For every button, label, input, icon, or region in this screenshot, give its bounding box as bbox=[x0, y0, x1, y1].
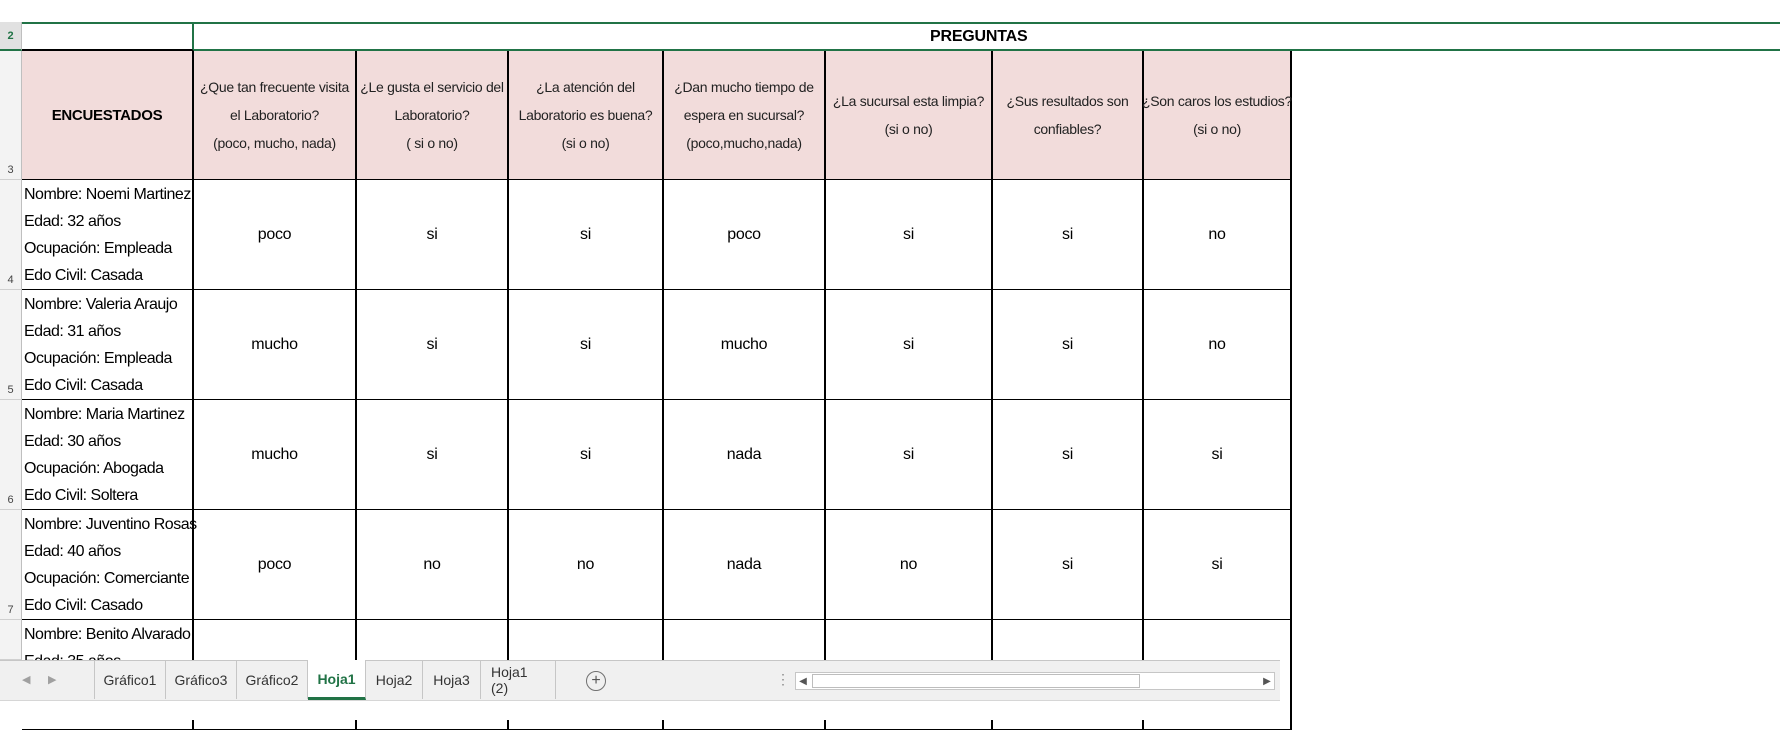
question-line: confiables? bbox=[1033, 121, 1102, 137]
answer-cell[interactable]: mucho bbox=[194, 290, 357, 400]
respondent-line: Ocupación: Abogada bbox=[24, 460, 164, 477]
question-header[interactable] bbox=[826, 51, 993, 180]
row-header[interactable]: 3 bbox=[0, 51, 22, 180]
respondent-cell[interactable] bbox=[22, 290, 194, 400]
question-line: ¿La sucursal esta limpia? bbox=[832, 93, 985, 109]
respondent-line: Ocupación: Comerciante bbox=[24, 570, 190, 587]
respondent-line: Nombre: Benito Alvarado bbox=[24, 626, 191, 643]
answer-cell[interactable]: si bbox=[357, 400, 509, 510]
horizontal-scrollbar[interactable] bbox=[795, 672, 1275, 690]
answer-cell[interactable]: si bbox=[993, 180, 1144, 290]
row-header-top bbox=[0, 0, 22, 22]
sheet-tab[interactable]: Hoja1 bbox=[308, 660, 366, 700]
answer-cell[interactable]: no bbox=[1144, 290, 1292, 400]
question-line: ¿Son caros los estudios? bbox=[1142, 93, 1292, 109]
answer-cell[interactable]: si bbox=[509, 290, 664, 400]
answer-cell[interactable]: no bbox=[357, 510, 509, 620]
question-line: el Laboratorio? bbox=[230, 107, 319, 123]
prev-arrow-icon[interactable]: ◀ bbox=[22, 674, 31, 686]
respondent-cell[interactable] bbox=[22, 510, 197, 620]
answer-cell[interactable]: mucho bbox=[664, 290, 826, 400]
row-header[interactable] bbox=[0, 620, 22, 660]
question-header[interactable] bbox=[194, 51, 357, 180]
question-header[interactable] bbox=[993, 51, 1144, 180]
question-line: (si o no) bbox=[884, 121, 933, 137]
sheet-tab[interactable]: Gráfico2 bbox=[237, 661, 308, 699]
answer-cell[interactable]: si bbox=[509, 400, 664, 510]
answer-cell[interactable]: nada bbox=[664, 400, 826, 510]
answer-cell[interactable]: si bbox=[357, 180, 509, 290]
respondent-line: Nombre: Juventino Rosas bbox=[24, 516, 197, 533]
answer-cell[interactable]: si bbox=[826, 290, 993, 400]
respondent-line: Edo Civil: Casada bbox=[24, 267, 143, 284]
sheet-tab[interactable]: Gráfico3 bbox=[166, 661, 237, 699]
respondent-line: Ocupación: Empleada bbox=[24, 240, 172, 257]
question-line: ¿Le gusta el servicio del bbox=[360, 79, 504, 95]
question-line: ¿La atención del bbox=[536, 79, 635, 95]
question-line: Laboratorio? bbox=[394, 107, 470, 123]
question-line: (poco,mucho,nada) bbox=[686, 135, 802, 151]
answer-cell[interactable]: si bbox=[993, 290, 1144, 400]
respondent-line: Edo Civil: Casada bbox=[24, 377, 143, 394]
answer-cell[interactable]: poco bbox=[194, 510, 357, 620]
respondent-line: Edad: 40 años bbox=[24, 543, 121, 560]
answer-cell[interactable]: si bbox=[826, 180, 993, 290]
respondent-line: Edad: 32 años bbox=[24, 213, 121, 230]
respondent-line: Edo Civil: Soltera bbox=[24, 487, 138, 504]
respondent-line: Edo Civil: Casado bbox=[24, 597, 143, 614]
answer-cell[interactable]: mucho bbox=[194, 400, 357, 510]
answer-cell[interactable]: no bbox=[1144, 180, 1292, 290]
respondent-line: Edad: 30 años bbox=[24, 433, 121, 450]
answer-cell[interactable]: nada bbox=[664, 510, 826, 620]
section-title-preguntas[interactable] bbox=[194, 22, 1780, 51]
question-line: espera en sucursal? bbox=[683, 107, 805, 123]
respondent-line: Nombre: Valeria Araujo bbox=[24, 296, 178, 313]
question-line: (si o no) bbox=[561, 135, 610, 151]
question-line: ¿Dan mucho tiempo de bbox=[674, 79, 814, 95]
respondent-line: Nombre: Noemi Martinez bbox=[24, 186, 191, 203]
question-line: ¿Que tan frecuente visita bbox=[200, 79, 349, 95]
row-header[interactable]: 7 bbox=[0, 510, 22, 620]
scroll-right-icon[interactable]: ▶ bbox=[1263, 675, 1271, 687]
answer-cell[interactable]: si bbox=[826, 400, 993, 510]
question-line: ¿Sus resultados son bbox=[1006, 93, 1129, 109]
row-header-2[interactable]: 2 bbox=[0, 22, 22, 51]
respondents-header[interactable]: ENCUESTADOS bbox=[22, 51, 194, 180]
answer-cell[interactable]: si bbox=[1144, 510, 1292, 620]
answer-cell[interactable]: poco bbox=[664, 180, 826, 290]
status-strip bbox=[0, 700, 1280, 720]
answer-cell[interactable]: no bbox=[826, 510, 993, 620]
question-line: (poco, mucho, nada) bbox=[213, 135, 336, 151]
next-arrow-icon[interactable]: ▶ bbox=[48, 674, 57, 686]
answer-cell[interactable]: si bbox=[1144, 400, 1292, 510]
respondent-cell[interactable] bbox=[22, 400, 194, 510]
more-vertical-icon[interactable]: ⋮ bbox=[776, 671, 790, 687]
respondent-line: Nombre: Maria Martinez bbox=[24, 406, 185, 423]
sheet-tab[interactable]: Hoja1 (2) bbox=[481, 661, 556, 699]
question-line: (si o no) bbox=[1193, 121, 1241, 137]
answer-cell[interactable]: no bbox=[509, 510, 664, 620]
row-header[interactable]: 6 bbox=[0, 400, 22, 510]
row-header[interactable]: 4 bbox=[0, 180, 22, 290]
cell-a2[interactable] bbox=[22, 22, 194, 51]
answer-cell[interactable]: si bbox=[357, 290, 509, 400]
question-header[interactable] bbox=[664, 51, 826, 180]
answer-cell[interactable]: si bbox=[509, 180, 664, 290]
plus-circle-icon[interactable]: + bbox=[586, 671, 606, 691]
respondent-line: Ocupación: Empleada bbox=[24, 350, 172, 367]
answer-cell[interactable]: si bbox=[993, 510, 1144, 620]
section-title-text: PREGUNTAS bbox=[930, 27, 1028, 45]
question-header[interactable] bbox=[509, 51, 664, 180]
sheet-tab[interactable]: Hoja2 bbox=[366, 661, 423, 699]
sheet-tab[interactable]: Hoja3 bbox=[423, 661, 481, 699]
question-header[interactable] bbox=[1144, 51, 1292, 180]
question-header[interactable] bbox=[357, 51, 509, 180]
answer-cell[interactable]: poco bbox=[194, 180, 357, 290]
scroll-thumb[interactable] bbox=[812, 674, 1140, 688]
scroll-left-icon[interactable]: ◀ bbox=[799, 675, 807, 687]
answer-cell[interactable]: si bbox=[993, 400, 1144, 510]
sheet-tab-bar bbox=[0, 660, 1280, 700]
question-line: Laboratorio es buena? bbox=[518, 107, 653, 123]
respondent-cell[interactable] bbox=[22, 180, 194, 290]
respondent-line: Edad: 31 años bbox=[24, 323, 121, 340]
sheet-tab[interactable]: Gráfico1 bbox=[94, 661, 166, 699]
question-line: ( si o no) bbox=[406, 135, 458, 151]
row-header[interactable]: 5 bbox=[0, 290, 22, 400]
